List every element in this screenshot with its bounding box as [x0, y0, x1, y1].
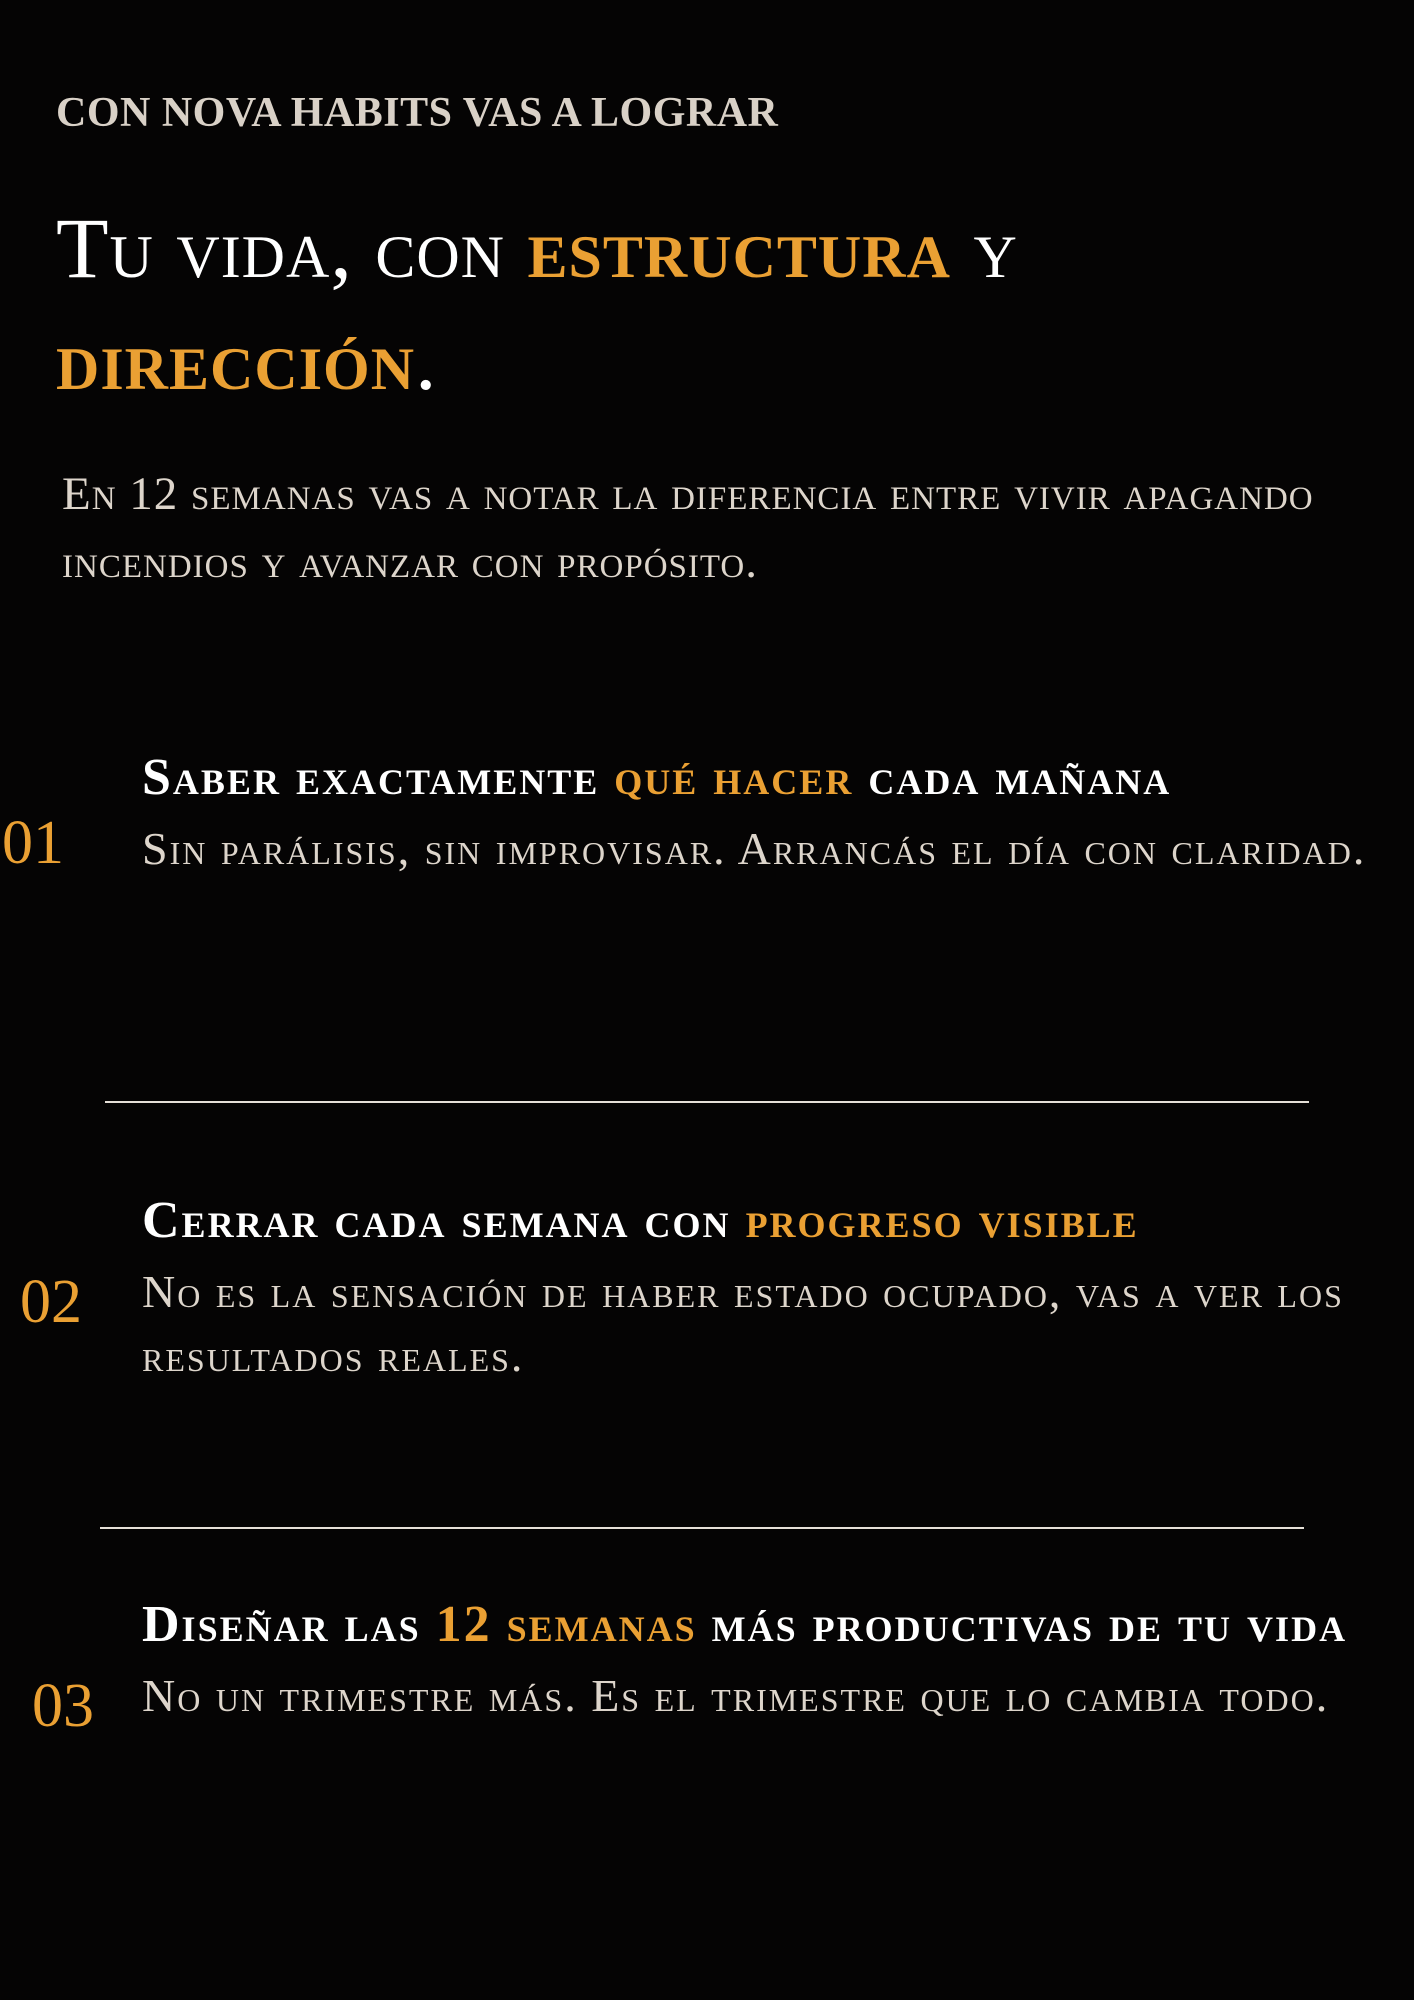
benefit-title-1-after: cada mañana: [853, 749, 1172, 806]
benefit-number-1: 01: [2, 809, 64, 877]
benefit-description-2: No es la sensación de haber estado ocupado, vas a ver los resultados reales.: [142, 1266, 1344, 1381]
benefit-title-1-accent: qué hacer: [614, 749, 854, 806]
divider-1: [105, 1101, 1309, 1103]
benefit-body-1: [142, 740, 1392, 881]
benefit-title-2-accent: progreso visible: [745, 1192, 1139, 1249]
headline-accent-direction: dirección: [56, 312, 416, 408]
intro-paragraph: En 12 semanas vas a notar la diferencia entre vivir apagando incendios y avanzar con propósito.: [62, 468, 1314, 588]
page-headline: [56, 192, 1356, 416]
eyebrow-text: CON NOVA HABITS VAS A LOGRAR: [56, 90, 779, 136]
benefit-title-3-before: Diseñar las: [142, 1596, 436, 1653]
benefit-body-2: [142, 1183, 1392, 1388]
benefit-title-2-before: Cerrar cada semana con: [142, 1192, 746, 1249]
benefit-title-3-after: más productivas de tu vida: [696, 1596, 1348, 1653]
benefit-description-3: No un trimestre más. Es el trimestre que lo cambia todo.: [142, 1670, 1330, 1721]
benefit-number-2: 02: [20, 1268, 82, 1336]
benefit-title-1-before: Saber exactamente: [142, 749, 615, 806]
headline-part-2: y: [950, 200, 1018, 296]
headline-part-1: Tu vida, con: [56, 200, 528, 296]
benefit-description-1: Sin parálisis, sin improvisar. Arrancás el día con claridad.: [142, 823, 1367, 874]
benefit-title-3-accent: 12 semanas: [435, 1596, 697, 1653]
benefit-body-3: [142, 1587, 1392, 1728]
headline-accent-structure: estructura: [527, 200, 951, 296]
benefit-number-3: 03: [32, 1672, 94, 1740]
headline-part-3: .: [415, 312, 438, 408]
benefit-title-3: [142, 1587, 1392, 1662]
benefit-title-2: [142, 1183, 1392, 1258]
benefit-title-1: [142, 740, 1392, 815]
divider-2: [100, 1527, 1304, 1529]
